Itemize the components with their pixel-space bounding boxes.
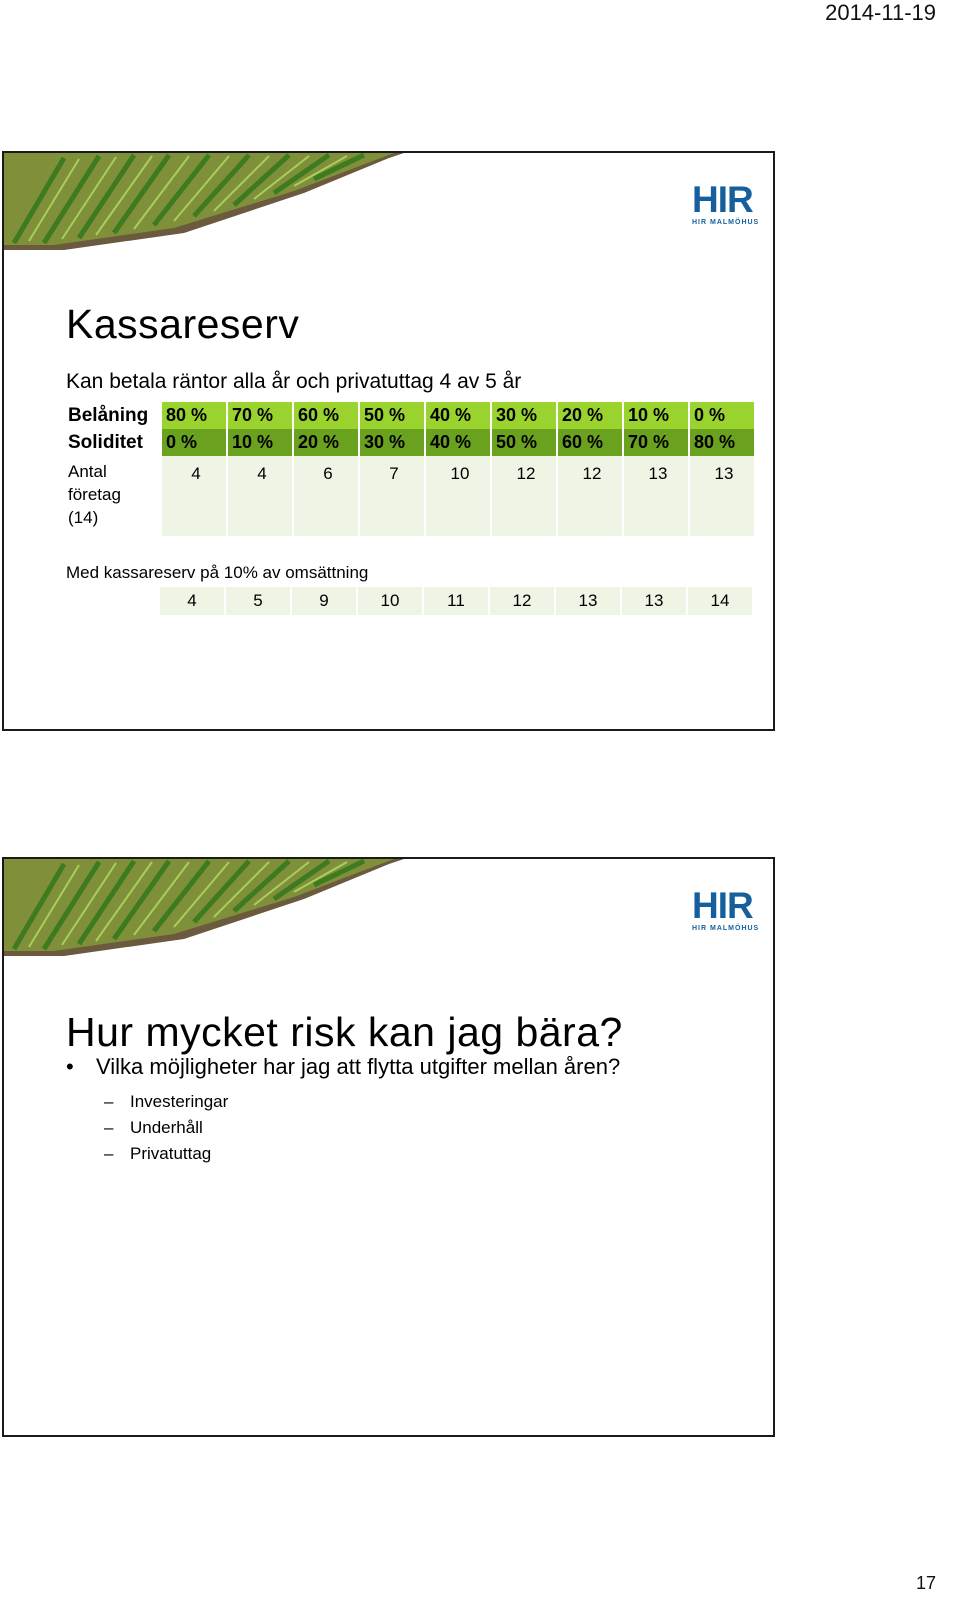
bullet-text: Vilka möjligheter har jag att flytta utgifter mellan åren? [96,1054,621,1079]
table-cell: 13 [624,456,688,536]
table-cell: 4 [160,587,224,615]
reserve-note: Med kassareserv på 10% av omsättning [66,563,369,582]
table-row-belaning [68,402,754,429]
table-cell: 40 % [426,402,490,429]
bullet-item [66,1054,620,1080]
row-label: Soliditet [68,431,143,453]
list-item [104,1141,228,1167]
list-item-text: Investeringar [130,1092,229,1111]
table-cell: 20 % [294,429,358,456]
hir-logo [692,887,772,931]
table-cell: 30 % [360,429,424,456]
field-banner-image [4,153,404,250]
table-cell: 50 % [360,402,424,429]
dash-icon: – [104,1118,114,1137]
list-item [104,1089,228,1115]
table-cell: 20 % [558,402,622,429]
table-cell: 50 % [492,429,556,456]
dash-icon: – [104,1092,114,1111]
row-label-line: (14) [68,508,99,527]
table-cell: 6 [294,456,358,536]
slide-subtitle: Kan betala räntor alla år och privatuttag 4 av 5 år [66,370,522,393]
slide-title: Kassareserv [66,301,300,347]
table-cell: 13 [556,587,620,615]
slide-title: Hur mycket risk kan jag bära? [66,1009,623,1055]
reserve-table [158,587,754,615]
table-cell: 70 % [624,429,688,456]
table-cell: 60 % [294,402,358,429]
table-cell: 4 [162,456,226,536]
table-cell: 12 [492,456,556,536]
table-cell: 80 % [162,402,226,429]
bullet-icon: • [66,1054,74,1079]
table-cell: 11 [424,587,488,615]
table-cell: 30 % [492,402,556,429]
hir-logo [692,181,772,225]
table-cell: 7 [360,456,424,536]
table-cell: 12 [490,587,554,615]
table-cell: 10 [426,456,490,536]
scenario-table [66,402,756,536]
list-item-text: Privatuttag [130,1144,212,1163]
table-cell: 10 % [624,402,688,429]
row-label [68,456,160,536]
sub-bullet-list [104,1089,228,1167]
field-banner-image [4,859,404,956]
page-number: 17 [915,1573,936,1593]
table-cell: 60 % [558,429,622,456]
table-row-antal-foretag [68,456,754,536]
table-cell: 0 % [162,429,226,456]
table-cell: 9 [292,587,356,615]
table-cell: 70 % [228,402,292,429]
table-row-reserve [160,587,752,615]
row-label: Belåning [68,404,149,426]
slide-risk [2,857,775,1437]
table-cell: 12 [558,456,622,536]
table-cell: 10 [358,587,422,615]
row-label-line: Antal [68,462,107,481]
table-cell: 13 [622,587,686,615]
row-label-line: företag [68,485,121,504]
table-cell: 4 [228,456,292,536]
table-cell: 80 % [690,429,754,456]
logo-mark: HIR [692,885,753,926]
slide-kassareserv [2,151,775,731]
table-row-soliditet [68,429,754,456]
table-cell: 5 [226,587,290,615]
table-cell: 13 [690,456,754,536]
logo-subtext: HIR MALMÖHUS [692,925,760,932]
table-cell: 10 % [228,429,292,456]
dash-icon: – [104,1144,114,1163]
table-cell: 0 % [690,402,754,429]
logo-subtext: HIR MALMÖHUS [692,219,760,226]
logo-mark: HIR [692,179,753,220]
list-item-text: Underhåll [130,1118,203,1137]
table-cell: 40 % [426,429,490,456]
table-cell: 14 [688,587,752,615]
list-item [104,1115,228,1141]
page-date: 2014-11-19 [825,0,936,25]
